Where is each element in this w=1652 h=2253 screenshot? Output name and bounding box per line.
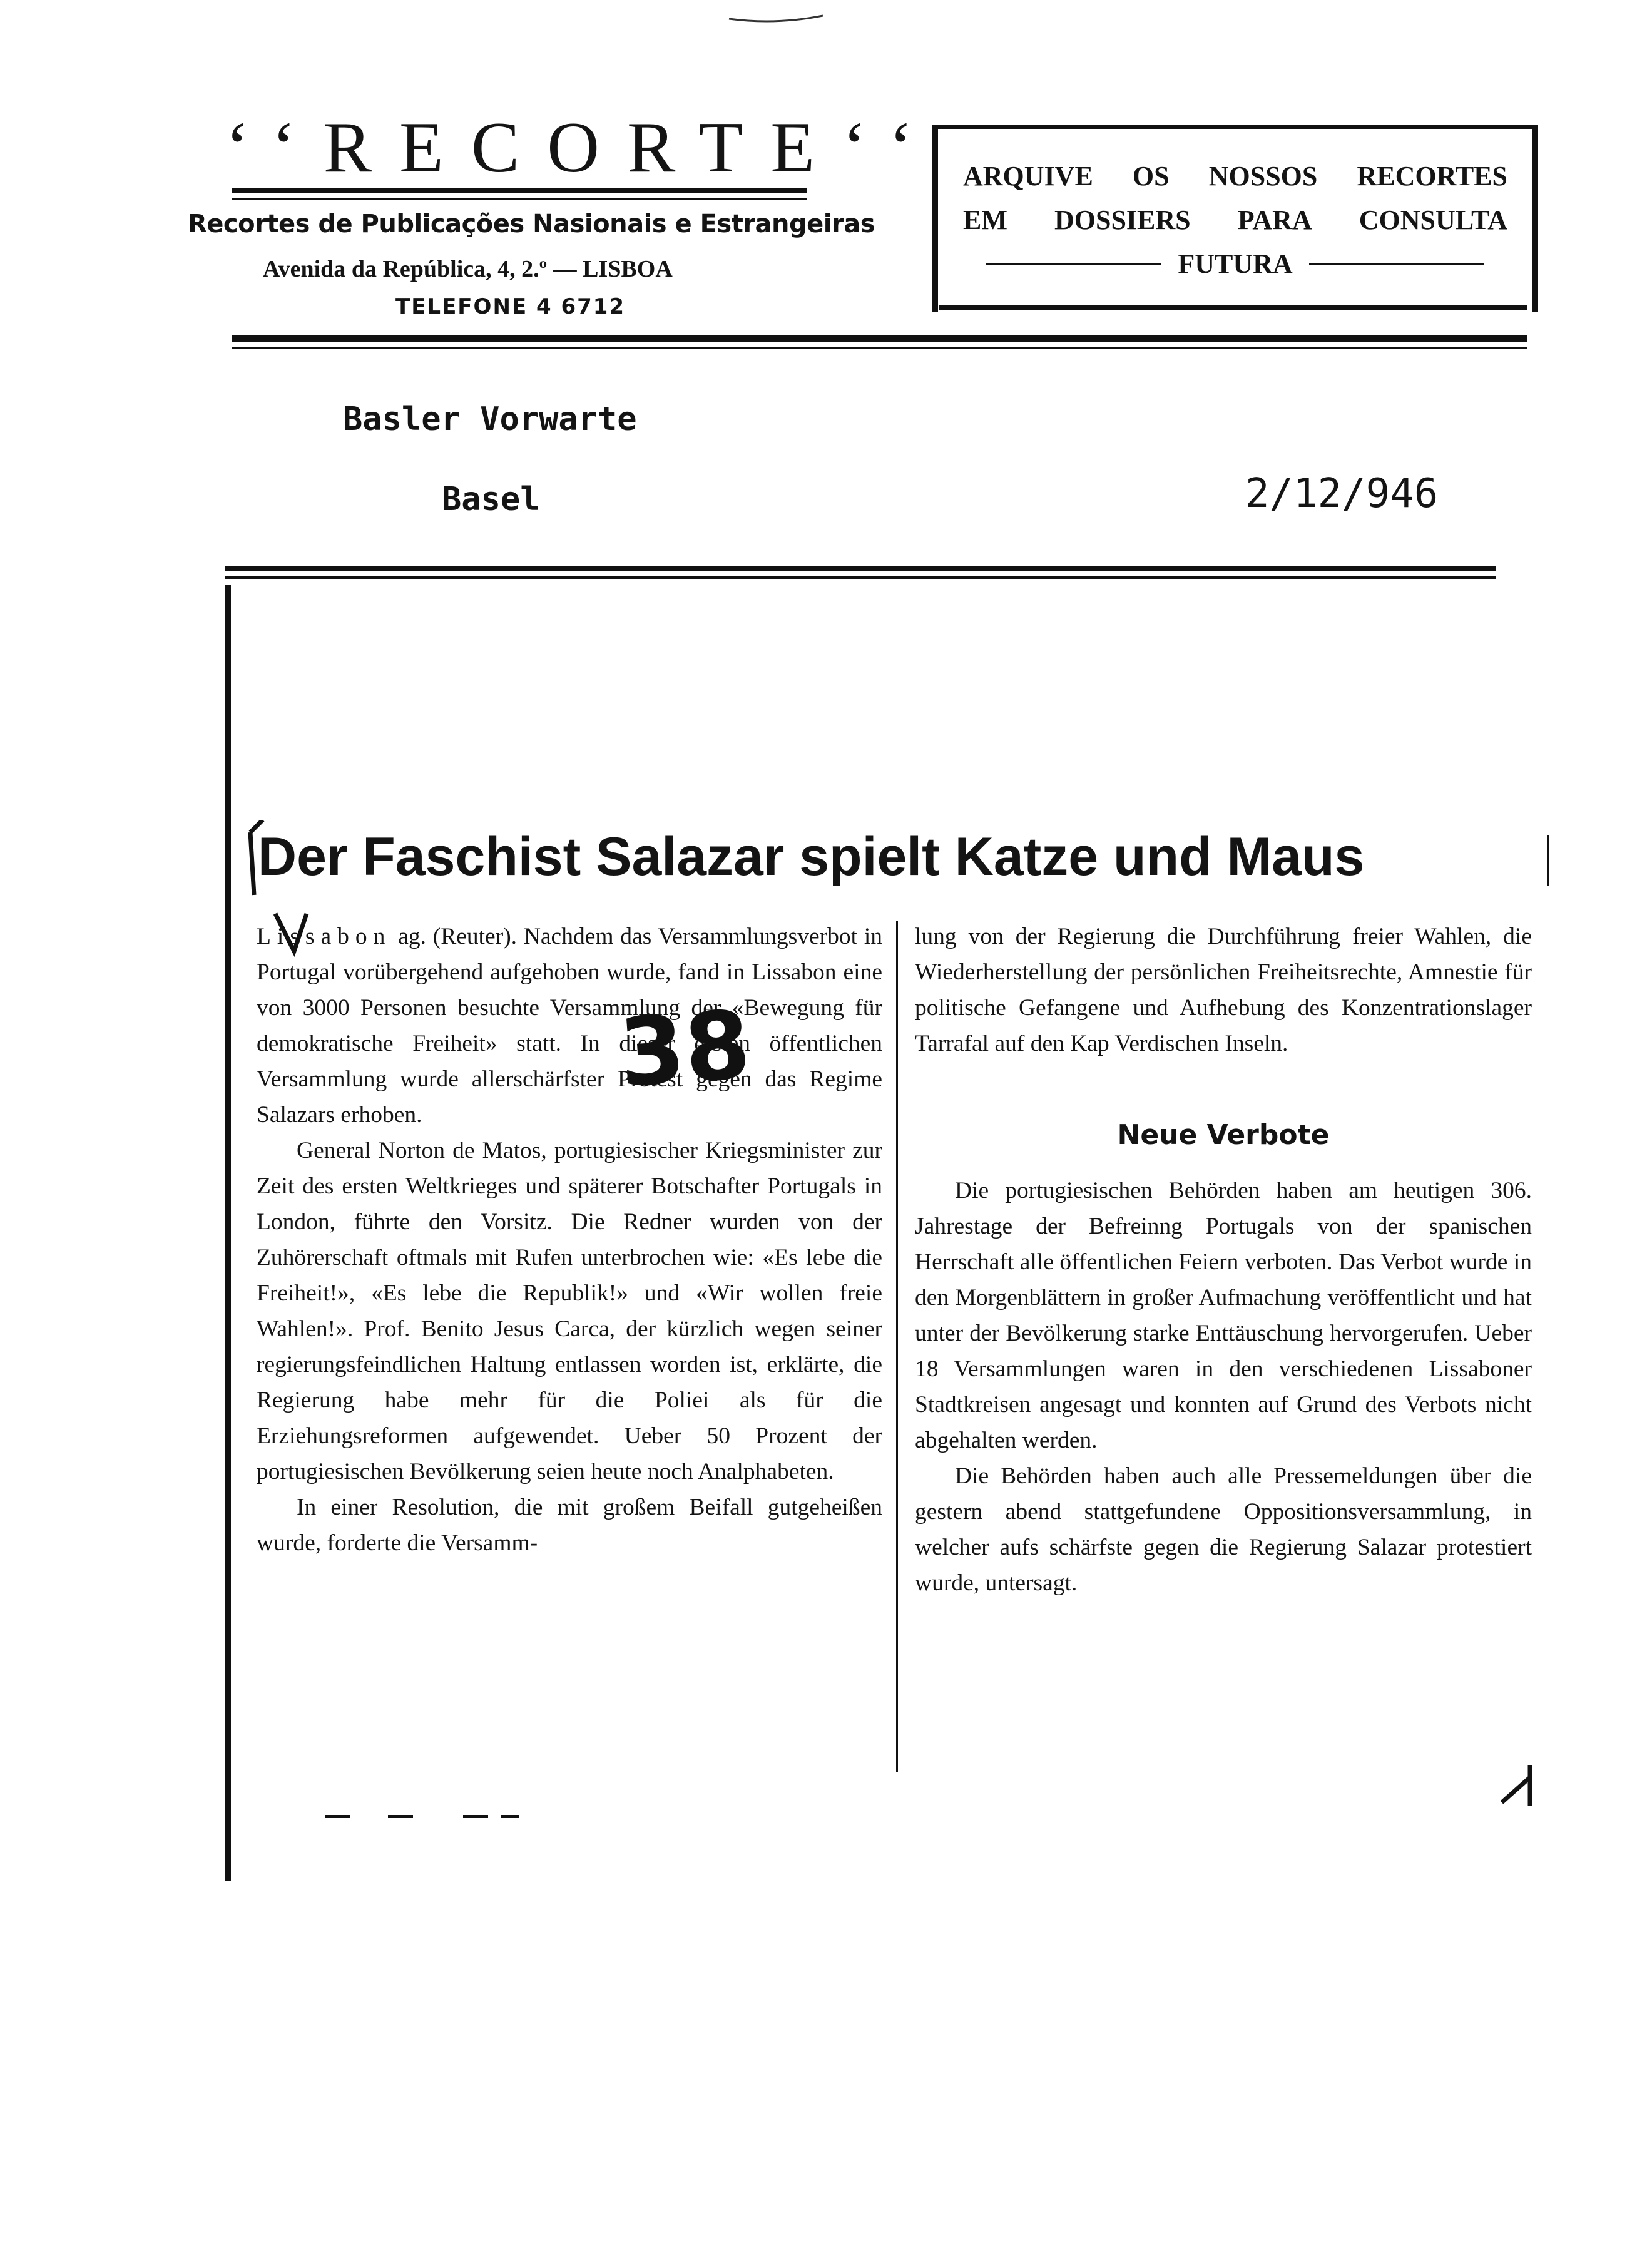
handwritten-tick-mark [238,820,313,976]
source-publication: Basler Vorwarte [343,401,637,438]
brand-address: Avenida da República, 4, 2.º — LISBOA [263,256,673,282]
brand-rule-top [232,188,807,193]
notice-word: EM [963,205,1007,235]
notice-line-3 [963,248,1507,280]
header-rule-thin [232,347,1527,349]
notice-word: ARQUIVE [963,161,1093,192]
notice-word: DOSSIERS [1054,205,1191,235]
clipping-dash [388,1815,413,1818]
archive-notice-box [932,125,1538,312]
notice-dash-right [1309,263,1484,265]
scan-edge-mark [726,6,826,25]
headline-edge-right [1547,835,1549,886]
article-dateline: Lissabon [257,924,392,949]
article-paragraph: lung von der Regierung die Durchführung freier Wahlen, die Wiederherstellung der persönlichen Freiheitsrechte, Amnestie für politische Gefangene und Aufhebung des Konzentrationslager Tarrafal auf den Kap Verdischen Inseln. [915,924,1532,1056]
article-paragraph-text: ag. (Reuter). Nachdem das Versammlungsverbot in Portugal vorübergehend aufgehoben wurde, fand in Lissabon eine von 3000 Personen besuchte Versammlung der «Bewegung für demokratische Freiheit» statt. In dieser ersten öffentlichen Versammlung wurde allerschärfster Protest gegen das Regime Salazars erhoben. [257,924,883,1128]
article-paragraph: General Norton de Matos, portugiesischer Kriegsminister zur Zeit des ersten Weltkrieges und späterer Botschafter Portugals in London, führte den Vorsitz. Die Redner wurden von der Zuhörerschaft oftmals mit Rufen unterbrochen wie: «Es lebe die Freiheit!», «Es lebe die Republik!» und «Wir wollen freie Wahlen!». Prof. Benito Jesus Carca, der kürzlich wegen seiner regierungsfeindlichen Haltung entlassen worden ist, erklärte, die Regierung habe mehr für die Poliei als für die Erziehungsreformen aufgewendet. Ueber 50 Prozent der portugiesischen Bevölkerung seien heute noch Analphabeten. [257,1138,882,1484]
source-date: 2/12/946 [1245,471,1439,517]
notice-word: NOSSOS [1208,161,1318,192]
column-divider [896,921,898,1772]
article-paragraph: Die Behörden haben auch alle Pressemeldungen über die gestern abend stattgefundene Oppositionsversammlung, in welcher aufs schärfste gegen die Regierung Salazar protestiert wurde, untersagt. [915,1463,1532,1596]
brand-phone: TELEFONE 4 6712 [395,294,626,319]
brand-title: ‘‘RECORTE‘‘ [225,108,941,188]
clipping-rule-thick [225,566,1496,571]
clipping-frame-left [225,585,231,1881]
brand-subtitle-text: Recortes de Publicações Nasionais e Estrangeiras [188,210,875,238]
clipping-dash [325,1815,350,1818]
notice-word: CONSULTA [1359,205,1507,235]
header-rule-thick [232,335,1527,342]
corner-mark [1499,1759,1536,1809]
article-paragraph: In einer Resolution, die mit großem Beifall gutgeheißen wurde, forderte die Versamm- [257,1494,882,1556]
notice-box-bottom [939,305,1527,310]
article-column-right [915,919,1532,1601]
article-column-left [257,919,882,1561]
notice-line-2 [963,204,1507,236]
notice-word: PARA [1237,205,1312,235]
article-headline: Der Faschist Salazar spielt Katze und Maus [258,827,1365,887]
notice-word: RECORTES [1357,161,1507,192]
article-subheading: Neue Verbote [1117,1119,1330,1151]
source-city: Basel [442,481,540,518]
clipping-dash [501,1815,519,1818]
brand-rule-thin [232,198,807,200]
notice-word: OS [1132,161,1170,192]
notice-line-1 [963,160,1507,192]
notice-dash-left [986,263,1161,265]
article-paragraph: Die portugiesischen Behörden haben am heutigen 306. Jahrestage der Befreinng Portugals von der spanischen Herrschaft alle öffentlichen Feiern verboten. Das Verbot wurde in den Morgenblättern in großer Aufmachung veröffentlicht und hat unter der Bevölkerung starke Enttäuschung hervorgerufen. Ueber 18 Versammlungen waren in den verschiedenen Lissaboner Stadtkreisen angesagt und konnten auf Grund des Verbots nicht abgehalten werden. [915,1178,1532,1453]
clipping-dash [463,1815,488,1818]
handwritten-number: 38 [616,990,754,1109]
clipping-rule-thin [225,576,1496,579]
article-paragraph [257,919,882,1133]
notice-word: FUTURA [1178,248,1293,279]
